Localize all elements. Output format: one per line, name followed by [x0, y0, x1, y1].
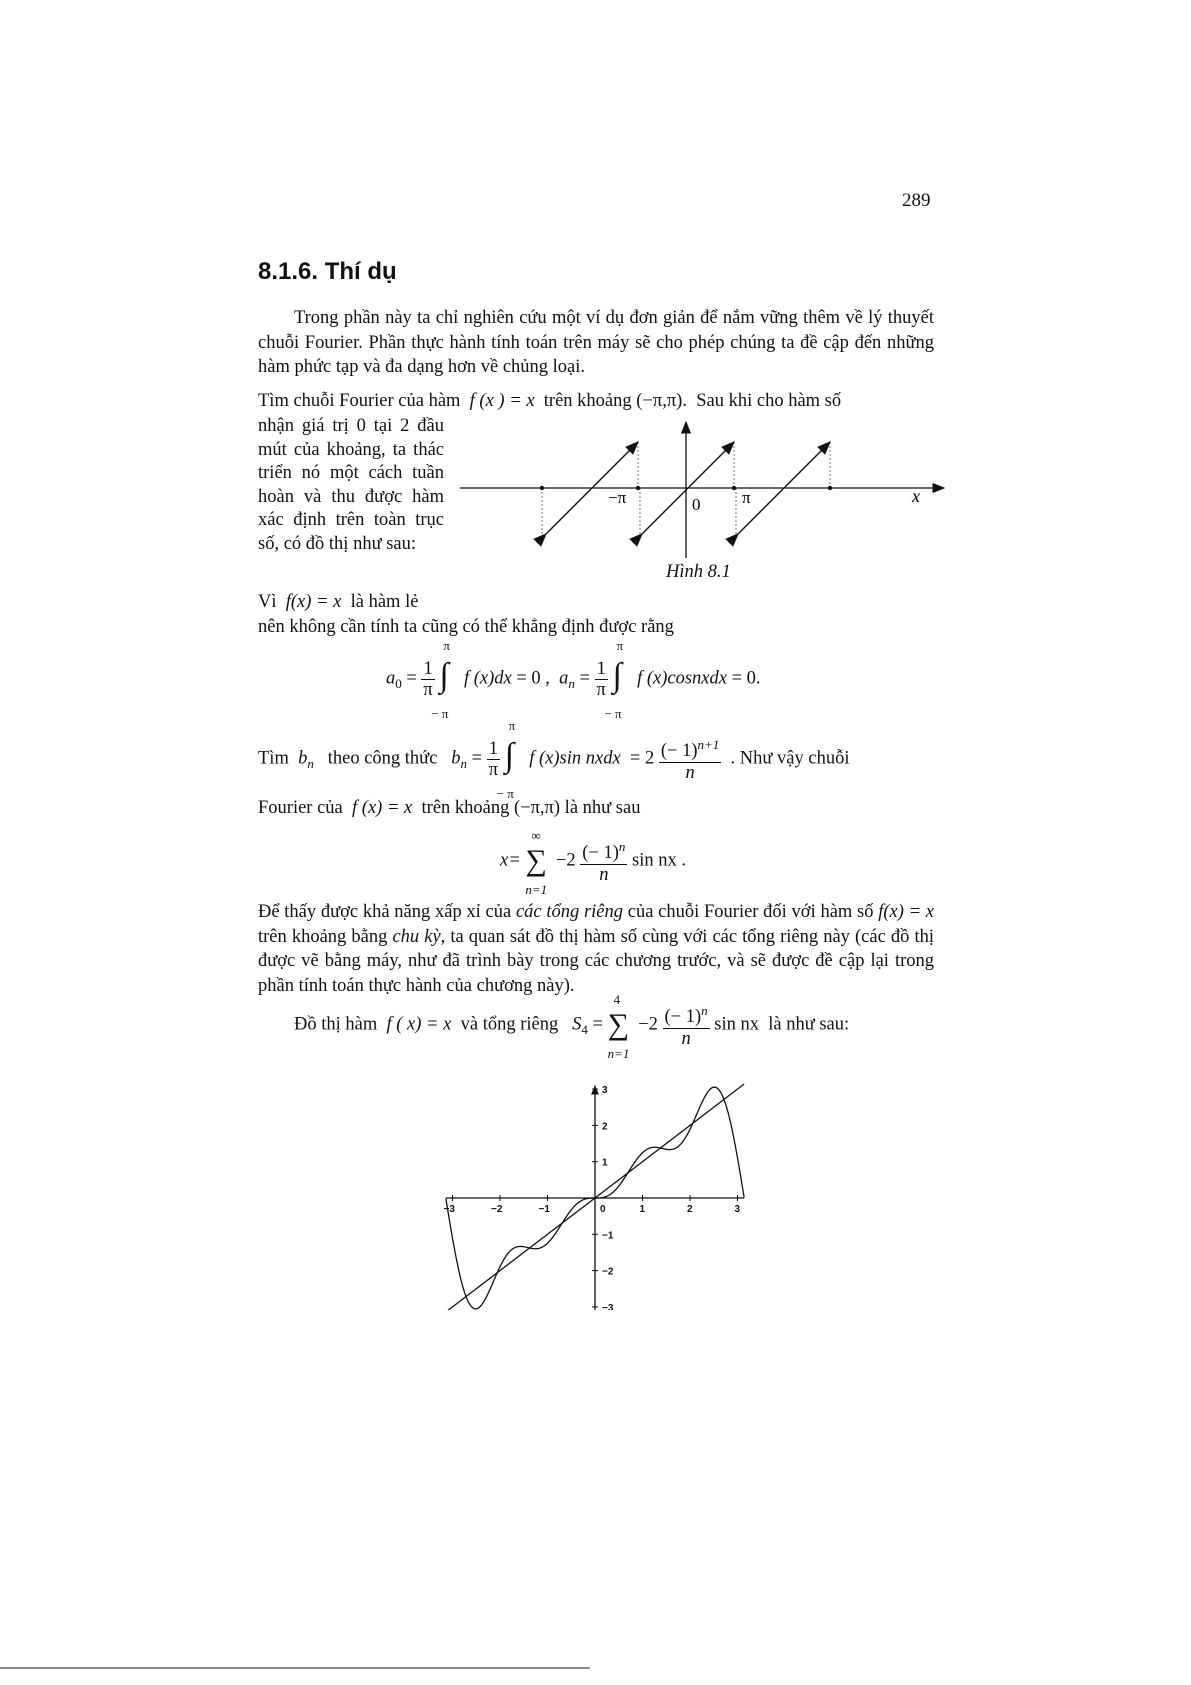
equation-a-coefficients: $a_0$ = $\frac{1}{\pi}$ π ∫ − π f (x)dx = 0 , $a_n$ = $\frac{1}{\pi}$ π ∫ − π f (x)cosnxdx = 0. [386, 638, 761, 721]
equation-bn: Tìm $b_n$ theo công thức $b_n$ = $\frac{1}{\pi}$ π ∫ − π f (x)sin nxdx = 2 $\frac{(- 1)^{n+1}}{n}$ . Như vậy chuỗi [258, 718, 850, 801]
x-tick-label: −1 [538, 1204, 550, 1215]
section-title: 8.1.6. Thí dụ [258, 258, 397, 285]
side-text: nhận giá trị 0 tại 2 đầu mút của khoảng, ta thác triển nó một cách tuần hoàn và thu được hàm xác định trên toàn trục số, có đồ thị như sau: [258, 416, 444, 554]
y-tick-label: −3 [602, 1302, 614, 1310]
y-tick-label: −2 [602, 1266, 614, 1278]
x-tick-label: 2 [687, 1204, 693, 1215]
label-pi: π [742, 488, 751, 507]
x-tick-label: 0 [600, 1204, 606, 1215]
x-tick-label: −3 [443, 1204, 455, 1215]
page-number: 289 [902, 190, 931, 211]
problem-statement: Tìm chuỗi Fourier của hàm f (x ) = x trên khoảng (−π,π). Sau khi cho hàm số [258, 391, 842, 411]
y-tick-label: −1 [602, 1230, 614, 1242]
y-tick-label: 1 [602, 1157, 608, 1169]
equation-fourier-series: x= ∞ ∑ n=1 −2 $\frac{(- 1)^n}{n}$ sin nx . [500, 828, 686, 897]
x-tick-label: 3 [734, 1204, 741, 1215]
fourier-lead: Fourier của f (x) = x trên khoảng (−π,π) là như sau [258, 798, 641, 818]
axis-point [636, 486, 640, 490]
label-zero: 0 [692, 495, 701, 514]
x-tick-label: −2 [491, 1204, 503, 1215]
x-tick-label: 1 [639, 1204, 646, 1215]
y-tick-label: 2 [602, 1121, 608, 1133]
axis-point [732, 486, 736, 490]
label-neg-pi: −π [608, 488, 627, 507]
approx-paragraph: Để thấy được khả năng xấp xỉ của các tổng riêng của chuỗi Fourier đối với hàm số f(x) = x trên khoảng bằng chu kỳ, ta quan sát đồ thị hàm số cùng với các tổng riêng này (các đồ thị được vẽ bằng máy, như đã trình bày trong các chương trước, và sẽ được đề cập lại trong phần tính toán thực hành của chương này). [258, 902, 935, 996]
partial-sum-plot [432, 1070, 762, 1310]
odd-statement: Vì f(x) = x là hàm lẻ nên không cần tính ta cũng có thể khẳng định được rằng [258, 592, 674, 637]
intro-paragraph: Trong phần này ta chỉ nghiên cứu một ví dụ đơn giản để nắm vững thêm về lý thuyết chuỗi Fourier. Phần thực hành tính toán trên máy sẽ cho phép chúng ta đề cập đến những hàm phức tạp và đa dạng hơn về chủng loại. [258, 308, 934, 377]
equation-partial-sum: Đồ thị hàm f ( x) = x và tổng riêng $S_4$ = 4 ∑ n=1 −2 $\frac{(- 1)^n}{n}$ sin nx là như sau: [294, 992, 850, 1061]
y-axis-arrow [591, 1085, 599, 1094]
label-x: x [912, 486, 920, 506]
axis-point [828, 486, 832, 490]
figure-sawtooth [450, 418, 950, 578]
axis-point [540, 486, 544, 490]
figure-caption: Hình 8.1 [666, 562, 731, 582]
bottom-rule [0, 1660, 1191, 1680]
y-tick-label: 3 [602, 1085, 608, 1097]
